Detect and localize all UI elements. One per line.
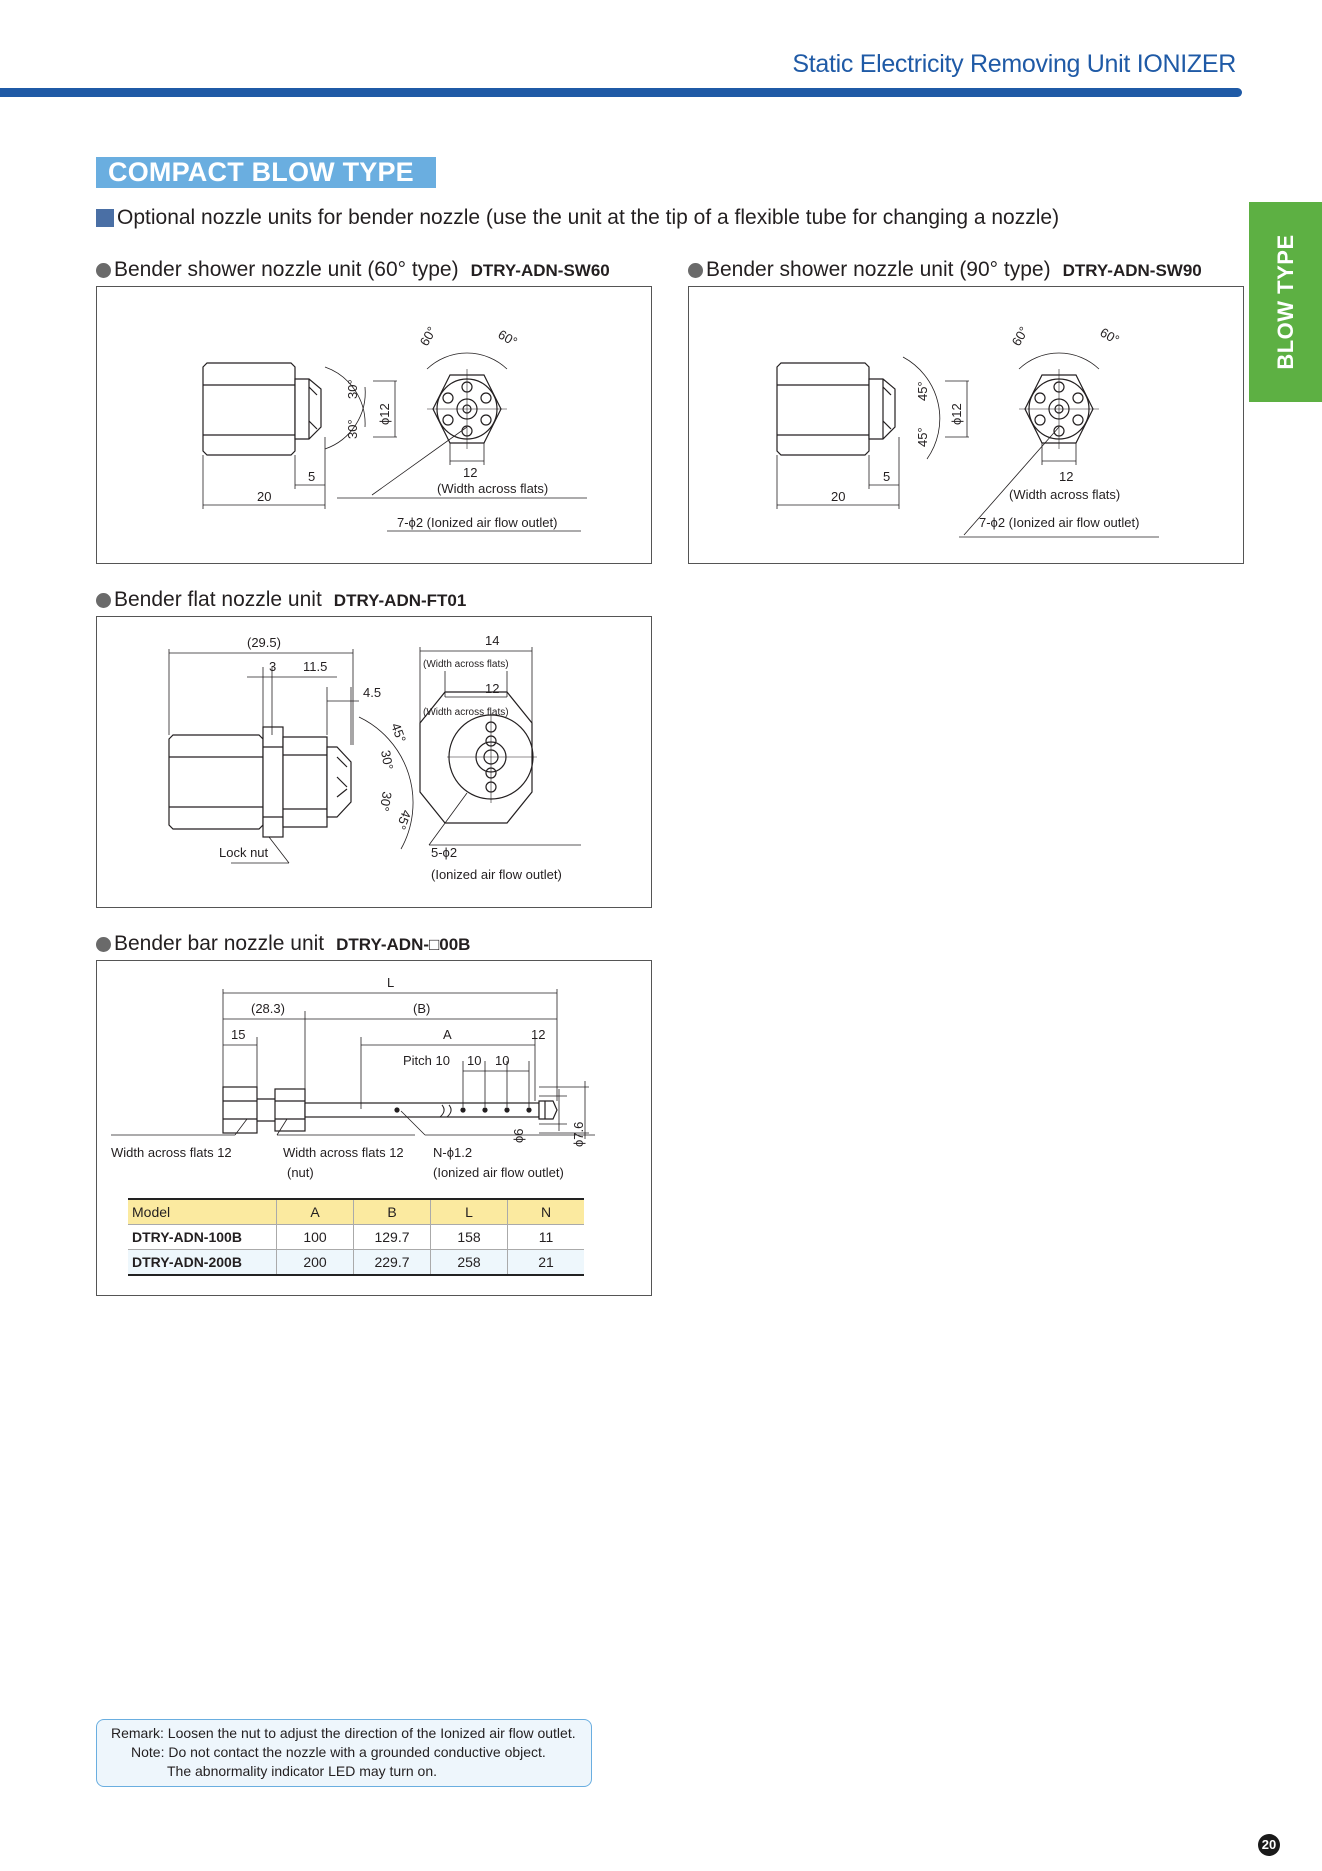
table-cell: 229.7 <box>354 1250 431 1276</box>
bullet-icon <box>96 937 111 952</box>
dimension-table <box>128 1198 584 1276</box>
angle-label: 30° <box>345 379 360 399</box>
dim-label: 12 <box>1059 469 1074 484</box>
dim-note: (Width across flats) <box>423 659 509 670</box>
nut-label: (nut) <box>287 1165 314 1180</box>
dim-label: 20 <box>257 489 272 504</box>
lock-nut-label: Lock nut <box>219 845 269 860</box>
dim-label: 15 <box>231 1027 246 1042</box>
dim-label: 12 <box>485 681 500 696</box>
outlet-note: (Ionized air flow outlet) <box>433 1165 564 1180</box>
table-header: B <box>354 1199 431 1225</box>
angle-label: 60° <box>1097 324 1123 348</box>
diameter-label: ϕ12 <box>949 403 964 425</box>
unit-code: DTRY-ADN-SW90 <box>1062 261 1202 280</box>
outlet-count: 5-ϕ2 <box>431 845 458 860</box>
angle-label: 45° <box>388 720 410 745</box>
dim-note: (Width across flats) <box>1009 487 1121 502</box>
dim-label: (28.3) <box>251 1001 285 1016</box>
dim-note: (Width across flats) <box>423 707 509 718</box>
unit-title: Bender flat nozzle unit <box>114 588 322 611</box>
note-line: The abnormality indicator LED may turn on. <box>167 1763 438 1779</box>
unit-caption-sw90 <box>688 258 1202 282</box>
intro-text: Optional nozzle units for bender nozzle (use the unit at the tip of a flexible tube for changing a nozzle) <box>117 206 1060 229</box>
angle-label: 60° <box>1008 323 1032 349</box>
dim-label: L <box>387 975 395 990</box>
table-cell: DTRY-ADN-100B <box>128 1225 277 1250</box>
side-tab <box>1249 202 1322 402</box>
remark-box <box>96 1719 592 1787</box>
table-cell: 129.7 <box>354 1225 431 1250</box>
dim-label: A <box>443 1027 452 1042</box>
angle-label: 30° <box>378 748 397 771</box>
dim-label: 5 <box>883 469 891 484</box>
angle-label: 60° <box>416 323 440 349</box>
table-header: Model <box>128 1199 277 1225</box>
waf-label: Width across flats 12 <box>111 1145 232 1160</box>
pitch-label: 10 <box>495 1053 510 1068</box>
pitch-label: 10 <box>467 1053 482 1068</box>
unit-caption-ft01 <box>96 588 466 612</box>
table-cell: 258 <box>431 1250 508 1276</box>
angle-label: 30° <box>345 419 360 439</box>
dim-note: (Width across flats) <box>437 481 549 496</box>
drawing-ft01 <box>96 616 652 908</box>
dim-label: (29.5) <box>247 635 281 650</box>
diameter-label: ϕ7.6 <box>571 1121 586 1147</box>
dim-label: 12 <box>531 1027 546 1042</box>
diameter-label: ϕ6 <box>511 1128 526 1143</box>
drawing-sw60 <box>96 286 652 564</box>
unit-title: Bender shower nozzle unit (90° type) <box>706 258 1051 281</box>
dim-label: 5 <box>308 469 316 484</box>
angle-label: 30° <box>376 790 395 813</box>
diameter-label: ϕ12 <box>377 403 392 425</box>
outlet-note: 7-ϕ2 (Ionized air flow outlet) <box>397 515 558 530</box>
dim-label: 12 <box>463 465 478 480</box>
header-rule <box>0 88 1242 97</box>
dim-label: (B) <box>413 1001 431 1016</box>
pitch-label: Pitch 10 <box>403 1053 450 1068</box>
angle-label: 45° <box>915 427 930 447</box>
header-title: Static Electricity Removing Unit IONIZER <box>792 50 1236 78</box>
table-header: L <box>431 1199 508 1225</box>
section-title: COMPACT BLOW TYPE <box>96 157 436 188</box>
page-number: 20 <box>1258 1834 1280 1856</box>
bullet-icon <box>96 263 111 278</box>
intro-line <box>96 206 1059 230</box>
table-cell: DTRY-ADN-200B <box>128 1250 277 1276</box>
outlet-note: (Ionized air flow outlet) <box>431 867 562 882</box>
angle-label: 45° <box>915 381 930 401</box>
table-cell: 200 <box>277 1250 354 1276</box>
square-bullet-icon <box>96 209 114 227</box>
angle-label: 60° <box>495 326 521 350</box>
dim-label: 11.5 <box>303 659 328 674</box>
dim-label: 14 <box>485 633 500 648</box>
remark-line: Remark: Loosen the nut to adjust the direction of the Ionized air flow outlet. <box>111 1725 576 1741</box>
table-cell: 158 <box>431 1225 508 1250</box>
drawing-sw90 <box>688 286 1244 564</box>
unit-caption-sw60 <box>96 258 610 282</box>
bullet-icon <box>96 593 111 608</box>
note-line: Note: Do not contact the nozzle with a grounded conductive object. <box>131 1744 546 1760</box>
unit-title: Bender shower nozzle unit (60° type) <box>114 258 459 281</box>
outlet-note: 7-ϕ2 (Ionized air flow outlet) <box>979 515 1140 530</box>
waf-label: Width across flats 12 <box>283 1145 404 1160</box>
table-cell: 11 <box>508 1225 585 1250</box>
table-header: N <box>508 1199 585 1225</box>
angle-label: 45° <box>393 807 415 832</box>
outlet-count: N-ϕ1.2 <box>433 1145 473 1160</box>
unit-caption-bar <box>96 932 470 956</box>
table-row <box>128 1225 584 1250</box>
unit-title: Bender bar nozzle unit <box>114 932 325 955</box>
unit-code: DTRY-ADN-FT01 <box>333 591 467 610</box>
bullet-icon <box>688 263 703 278</box>
unit-code: DTRY-ADN-SW60 <box>470 261 610 280</box>
table-header-row <box>128 1199 584 1225</box>
side-tab-label: BLOW TYPE <box>1272 234 1298 370</box>
table-cell: 100 <box>277 1225 354 1250</box>
table-header: A <box>277 1199 354 1225</box>
dim-label: 4.5 <box>363 685 382 700</box>
table-row <box>128 1250 584 1276</box>
dim-label: 3 <box>269 659 277 674</box>
dim-label: 20 <box>831 489 846 504</box>
table-cell: 21 <box>508 1250 585 1276</box>
unit-code: DTRY-ADN-□00B <box>336 935 471 954</box>
